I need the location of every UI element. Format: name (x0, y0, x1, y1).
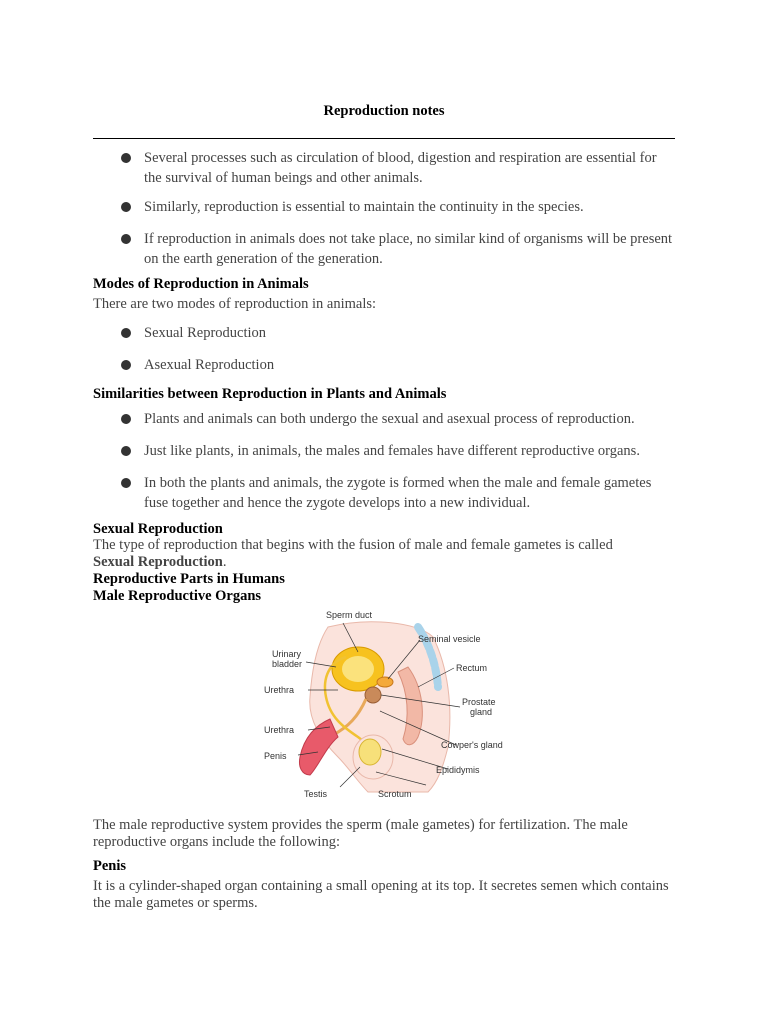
label-prostate-gland-2: gland (470, 707, 493, 717)
label-epididymis: Epididymis (436, 765, 480, 775)
list-item: Similarly, reproduction is essential to maintain the continuity in the species. (93, 197, 675, 217)
list-item: In both the plants and animals, the zygote is formed when the male and female gametes fuse together and hence the zygote develops into a new individual. (93, 473, 675, 513)
label-prostate-gland: Prostate (462, 697, 496, 707)
label-seminal-vesicle: Seminal vesicle (418, 634, 481, 644)
bullet-icon (121, 478, 131, 488)
bullet-icon (121, 446, 131, 456)
bullet-icon (121, 234, 131, 244)
male-reproductive-diagram (248, 607, 523, 802)
section-heading-similarities: Similarities between Reproduction in Plants and Animals (93, 386, 447, 402)
list-item: Several processes such as circulation of blood, digestion and respiration are essential for the survival of human beings and other animals. (93, 148, 675, 188)
bullet-icon (121, 414, 131, 424)
section-heading-penis: Penis (93, 858, 127, 874)
bullet-icon (121, 202, 131, 212)
section-heading-sexual: Sexual Reproduction (93, 521, 223, 537)
page-title: Reproduction notes (323, 103, 445, 119)
label-urinary-bladder-2: bladder (272, 659, 303, 669)
label-testis: Testis (304, 789, 328, 799)
list-item: Plants and animals can both undergo the sexual and asexual process of reproduction. (93, 409, 675, 429)
section-heading-parts: Reproductive Parts in Humans (93, 571, 285, 587)
list-item: If reproduction in animals does not take place, no similar kind of organisms will be present on the earth generation of the generation. (93, 229, 675, 269)
label-scrotum: Scrotum (378, 789, 412, 799)
section-heading-modes: Modes of Reproduction in Animals (93, 276, 309, 292)
section-heading-male: Male Reproductive Organs (93, 588, 262, 604)
term-sexual-reproduction: Sexual Reproduction (93, 554, 223, 570)
bullet-icon (121, 360, 131, 370)
title-divider (93, 138, 675, 139)
label-urethra-top: Urethra (264, 685, 295, 695)
penis-description: It is a cylinder-shaped organ containing a small opening at its top. It secretes semen which contains the male gametes or sperms. (93, 878, 669, 911)
label-urinary-bladder: Urinary (272, 649, 302, 659)
label-cowpers-gland: Cowper's gland (441, 740, 503, 750)
modes-intro: There are two modes of reproduction in animals: (93, 296, 377, 312)
bullet-icon (121, 328, 131, 338)
label-sperm-duct: Sperm duct (326, 610, 373, 620)
bullet-icon (121, 153, 131, 163)
list-item: Just like plants, in animals, the males and females have different reproductive organs. (93, 441, 675, 461)
male-system-description: The male reproductive system provides the sperm (male gametes) for fertilization. The male reproductive organs include the following: (93, 817, 628, 850)
label-rectum: Rectum (456, 663, 488, 673)
label-urethra-bottom: Urethra (264, 725, 295, 735)
label-penis: Penis (264, 751, 287, 761)
list-item: Sexual Reproduction (93, 323, 675, 343)
sexual-definition: The type of reproduction that begins with the fusion of male and female gametes is called Sexual Reproduction. (93, 537, 613, 570)
list-item: Asexual Reproduction (93, 355, 675, 375)
